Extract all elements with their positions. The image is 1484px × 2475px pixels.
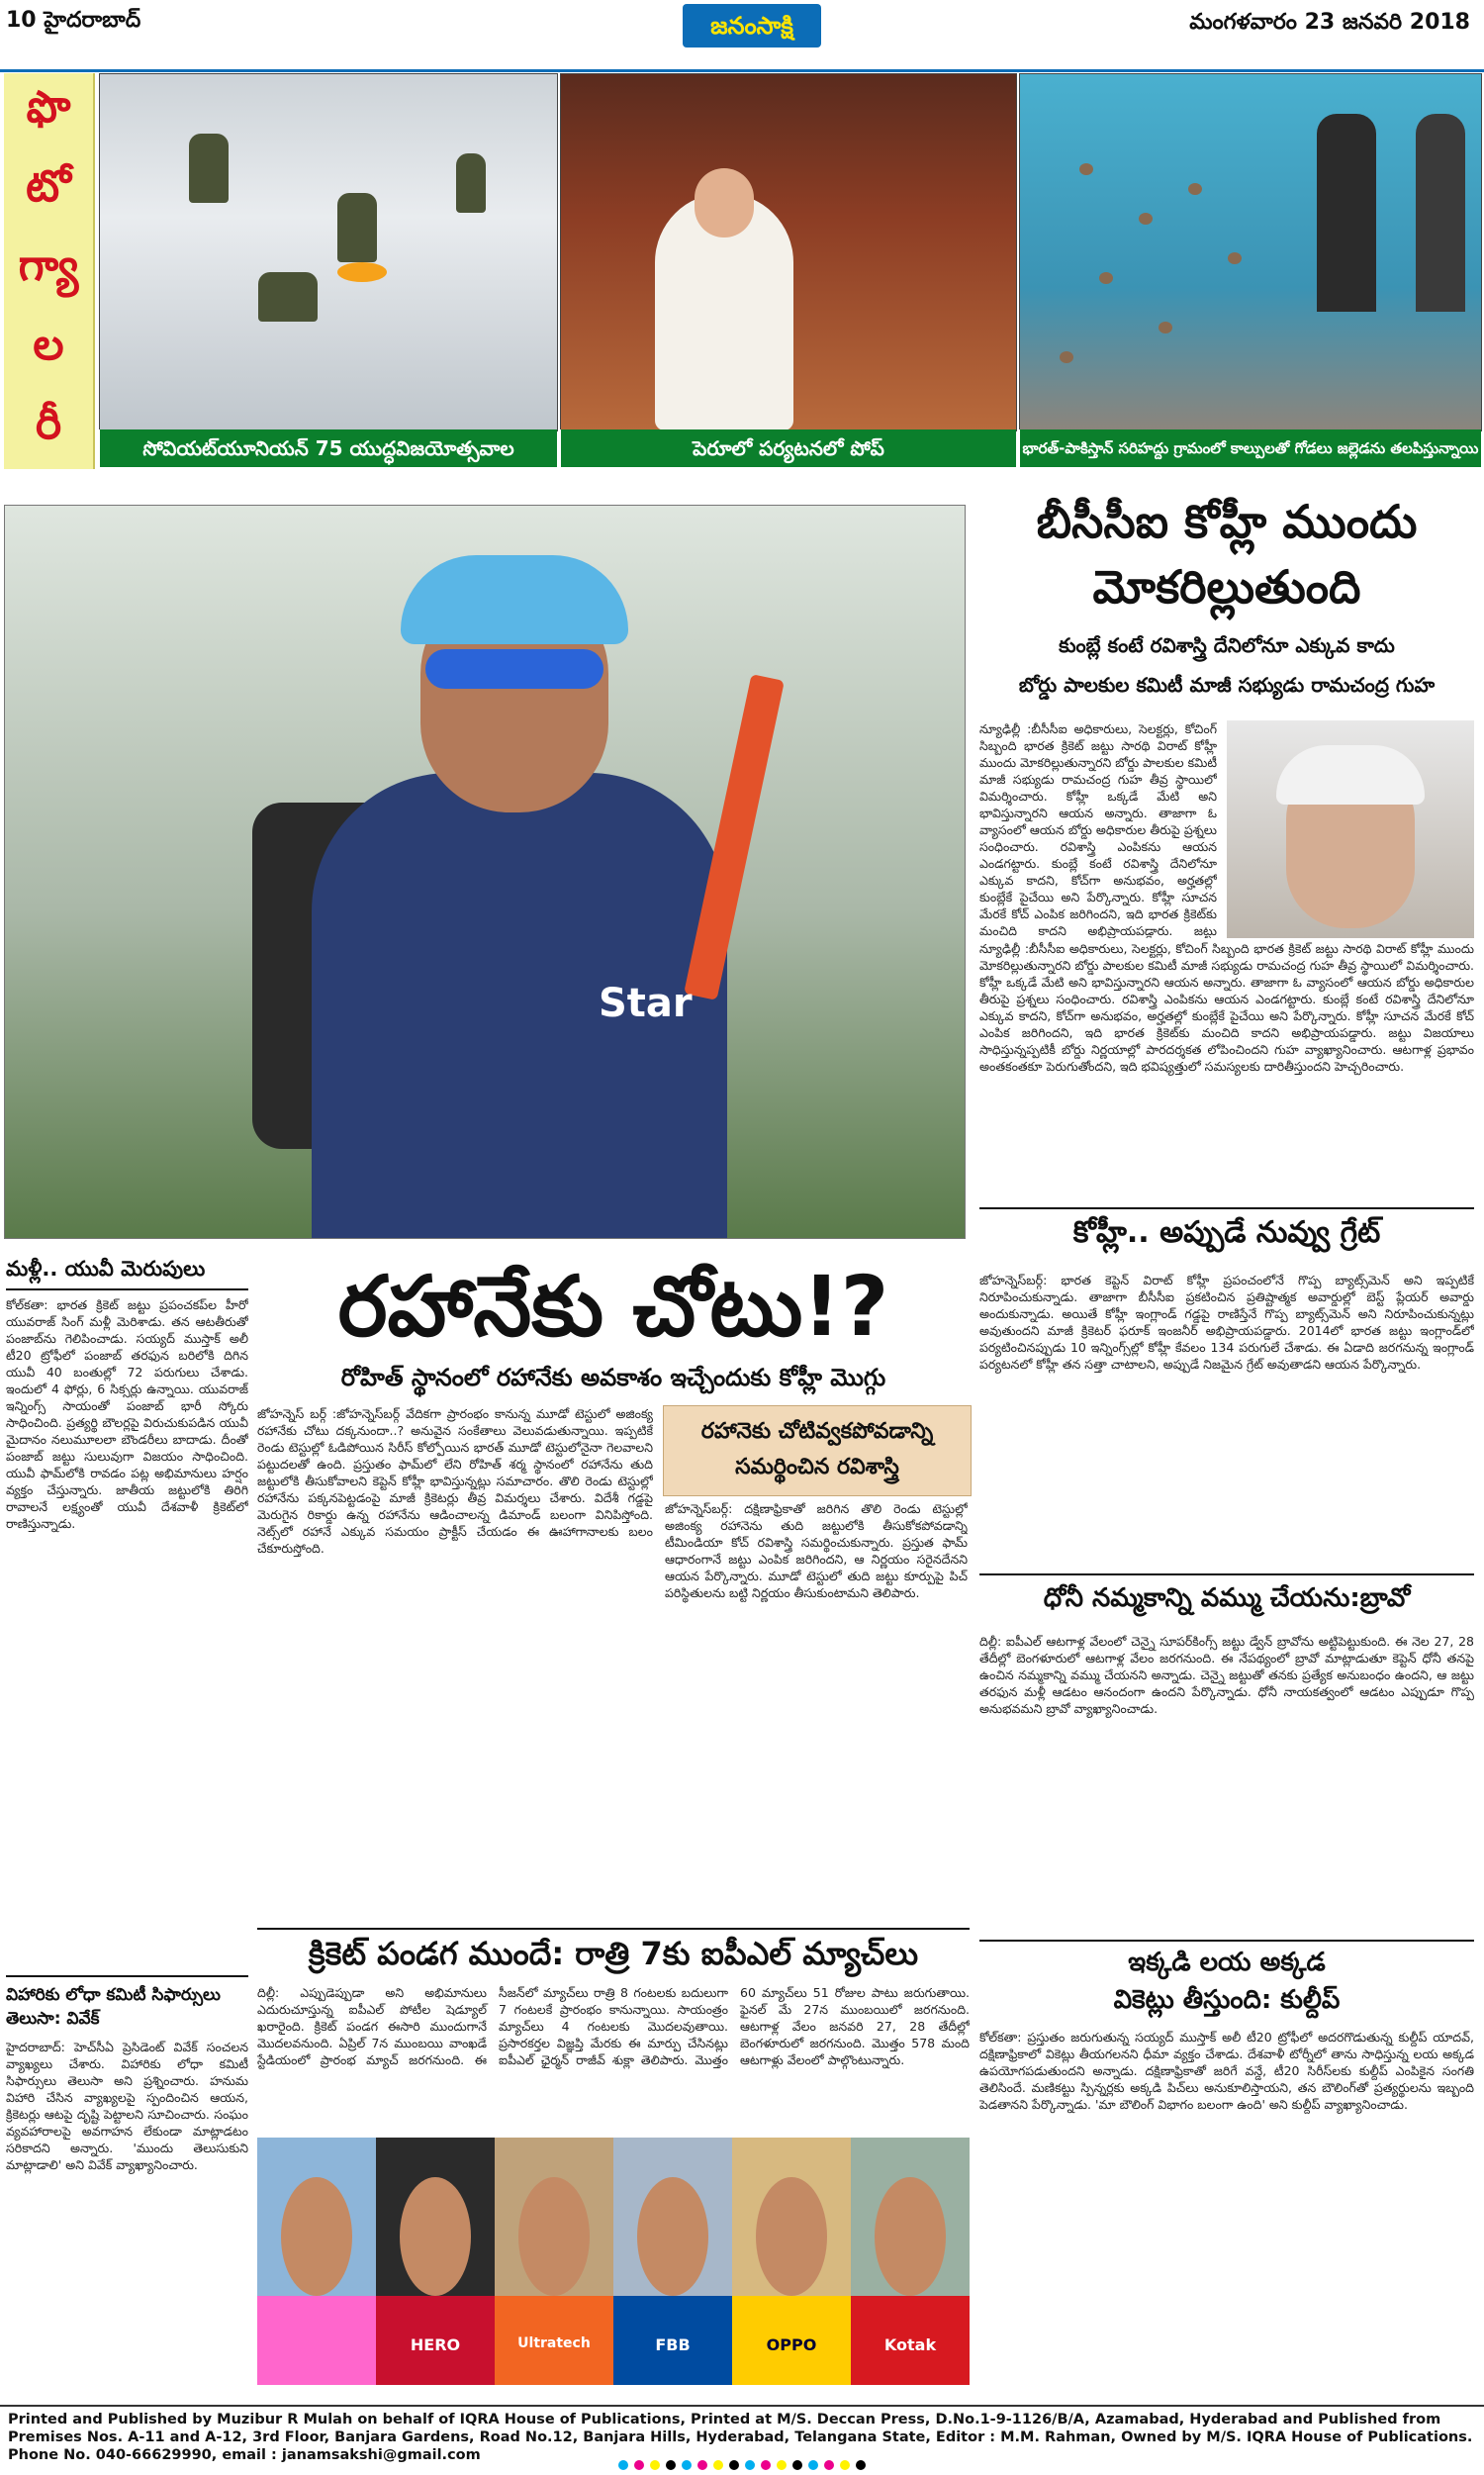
right-story1-body-b: న్యూఢిల్లీ :బీసీసీఐ అధికారులు, సెలక్టర్లు, కోచింగ్ సిబ్బంది భారత క్రికెట్ జట్టు సారథి విరాట్ కోహ్లీ ముందు మోకరిల్లుతున్నారని బోర్డు పాలకుల కమిటీ మాజీ సభ్యుడు రామచంద్ర గుహ తీవ్ర స్థాయిలో విమర్శించారు. కోహ్లీ ఒక్కడే మేటి అని భావిస్తున్నారని ఆయన అన్నారు. తాజాగా ఓ వ్యాసంలో ఆయన బోర్డు అధికారుల తీరుపై ప్రశ్నలు సంధించారు. రవిశాస్త్రి ఎంపికను ఆయన ఎండగట్టారు. కుంబ్లే కంటే రవిశాస్త్రి దేనిలోనూ ఎక్కువ కాదని, కోచ్‌గా అనుభవం, అర్హతల్లో కుంబ్లేకే పైచేయి అని పేర్కొన్నారు. కోహ్లీ సూచన మేరకే కోచ్ ఎంపిక జరిగిందని, ఇది భారత క్రికెట్‌కు మంచిది కాదని అభిప్రాయపడ్డారు. జట్టు విజయాలు సాధిస్తున్నప్పటికీ బోర్డు నిర్ణయాల్లో పారదర్శకత లోపించిందని గుహ వ్యాఖ్యానించారు. ఆటగాళ్ల ప్రభావం అంతకంతకూ పెరుగుతోందని, ఇది భవిష్యత్తులో సమస్యలకు దారితీస్తుందని హెచ్చరించారు. [979, 941, 1474, 1074]
gallery-photo-wall [1019, 73, 1482, 431]
jersey-sponsor-text: Star [599, 981, 693, 1026]
right-story4-body: కోల్‌కతా: ప్రస్తుతం జరుగుతున్న సయ్యద్ ముస్తాక్ అలీ టీ20 ట్రోఫీలో అదరగొడుతున్న కుల్దీప్ యాదవ్, దక్షిణాఫ్రికాలో వికెట్లు తీయగలనని ధీమా వ్యక్తం చేశాడు. దేశవాళీ టోర్నీలో తాను సాధిస్తున్న లయ అక్కడ ఉపయోగపడుతుందని అన్నాడు. దక్షిణాఫ్రికాతో జరిగే వన్డే, టీ20 సిరీస్‌లకు కుల్దీప్ ఎంపికైన సంగతి తెలిసిందే. మణికట్టు స్పిన్నర్లకు అక్కడి పిచ్‌లు అనుకూలిస్తాయని, తన బౌలింగ్‌తో ప్రత్యర్థులను ఇబ్బంది పెడతానని పేర్కొన్నాడు. 'మా బౌలింగ్ విభాగం బలంగా ఉంది' అని కుల్దీప్ వ్యాఖ్యానించాడు. [979, 2030, 1474, 2112]
jersey-text: Ultratech [517, 2335, 591, 2351]
ipl-player-thumb [257, 2138, 378, 2385]
gallery-caption-3: భారత్-పాకిస్తాన్ సరిహద్దు గ్రామంలో కాల్పులతో గోడలు జల్లెడను తలపిస్తున్నాయి [1019, 429, 1481, 467]
main-headline: రహానేకు చోటు!? [337, 1258, 889, 1355]
jersey-text: HERO [410, 2335, 461, 2354]
gallery-label-char: టో [26, 161, 71, 212]
page-number: 10 హైదరాబాద్ [6, 8, 141, 33]
right-story1-title: బీసీసీఐ కోహ్లీ ముందు మోకరిల్లుతుంది [1036, 495, 1418, 614]
left-story2-body: హైదరాబాద్: హెచ్‌సీఏ ప్రెసిడెంట్ వివేక్ సంచలన వ్యాఖ్యలు చేశారు. విహారికు లోధా కమిటీ సిఫార్సులు తెలుసా అని ప్రశ్నించారు. హనుమ విహారి చేసిన వ్యాఖ్యలపై స్పందించిన ఆయన, క్రికెటర్లు ఆటపై దృష్టి పెట్టాలని సూచించారు. సంఘం వ్యవహారాలపై అవగాహన లేకుండా మాట్లాడటం సరికాదని అన్నారు. 'ముందు తెలుసుకుని మాట్లాడాలి' అని వివేక్ వ్యాఖ్యానించారు. [6, 2040, 248, 2172]
right-story1-sub2: బోర్డు పాలకుల కమిటీ మాజీ సభ్యుడు రామచంద్ర గుహ [1018, 673, 1436, 697]
issue-date: మంగళవారం 23 జనవరి 2018 [1189, 10, 1470, 35]
right-story3-body: దిల్లీ: ఐపీఎల్ ఆటగాళ్ల వేలంలో చెన్నై సూపర్‌కింగ్స్ జట్టు డ్వేన్ బ్రావోను అట్టిపెట్టుకుంది. ఈ నెల 27, 28 తేదీల్లో బెంగళూరులో ఆటగాళ్ల వేలం జరగనుంది. ఈ నేపథ్యంలో బ్రావో మాట్లాడుతూ కెప్టెన్ ధోనీ తనపై ఉంచిన నమ్మకాన్ని వమ్ము చేయనని అన్నాడు. చెన్నై జట్టుతో తనకు ప్రత్యేక అనుబంధం ఉందని, ఆ జట్టు తరఫున మళ్లీ ఆడటం ఆనందంగా ఉందని పేర్కొన్నాడు. ధోనీ నాయకత్వంలో ఆడటం ఎప్పుడూ గొప్ప అనుభవమని బ్రావో వ్యాఖ్యానించాడు. [979, 1634, 1474, 1716]
photo-gallery-label [4, 73, 95, 469]
right-story4-title-line1: ఇక్కడి లయ అక్కడ [1128, 1948, 1326, 1977]
right-story3-title: ధోనీ నమ్మకాన్ని వమ్ము చేయను:బ్రావో [1043, 1583, 1411, 1613]
main-story-photo [4, 505, 966, 1239]
shastri-box-title-panel [663, 1405, 972, 1496]
gallery-label-char: రీ [35, 399, 62, 449]
right-story4-title-line2: వికెట్లు తీస్తుంది: కుల్దీప్ [1113, 1985, 1341, 2015]
jersey-text: Kotak [883, 2335, 937, 2354]
shastri-box-body: జోహన్నెస్‌బర్గ్: దక్షిణాఫ్రికాతో జరిగిన తొలి రెండు టెస్టుల్లో అజింక్య రహానెను తుది జట్టులోకి తీసుకోకపోవడాన్ని టీమిండియా కోచ్ రవిశాస్త్రి సమర్థించుకున్నారు. ప్రస్తుత ఫామ్ ఆధారంగానే జట్టు ఎంపిక జరిగిందని, ఆ నిర్ణయం సరైనదేనని ఆయన పేర్కొన్నారు. మూడో టెస్టులో తుది జట్టు కూర్పుపై పిచ్ పరిస్థితులను బట్టి నిర్ణయం తీసుకుంటామని తెలిపారు. [665, 1501, 968, 1600]
ramachandra-guha-photo [1227, 720, 1474, 938]
gallery-caption-2: పెరూలో పర్యటనలో పోప్ [560, 429, 1016, 467]
ipl-player-thumb [732, 2138, 853, 2385]
gallery-label-char: గ్యా [18, 240, 79, 291]
gallery-caption-1: సోవియట్‌యూనియన్ 75 యుద్ధవిజయోత్సవాల విన్యాసాలు [99, 429, 557, 467]
left-story2-title: విహారికు లోధా కమిటీ సిఫార్సులు తెలుసా: వివేక్ [6, 1985, 221, 2029]
ipl-player-thumb [376, 2138, 497, 2385]
right-story1-sub1: కుంబ్లే కంటే రవిశాస్త్రి దేనిలోనూ ఎక్కువ కాదు [1059, 633, 1395, 657]
gallery-photo-soldiers [99, 73, 558, 431]
main-subhead: రోహిత్ స్థానంలో రహానేకు అవకాశం ఇచ్చేందుకు కోహ్లీ మొగ్గు [340, 1364, 886, 1391]
newspaper-logo: జనంసాక్షి [683, 4, 821, 48]
left-story1-body: కోల్‌కతా: భారత క్రికెట్ జట్టు ప్రపంచకప్‌ల హీరో యువరాజ్ సింగ్ మళ్లీ మెరిశాడు. తన ఆటతీరుతో పంజాబ్‌ను గెలిపించాడు. సయ్యద్ ముస్తాక్ అలీ టీ20 ట్రోఫీలో పంజాబ్ తరఫున బరిలోకి దిగిన యువీ 40 బంతుల్లో 72 పరుగులు చేశాడు. ఇందులో 4 ఫోర్లు, 6 సిక్సర్లు ఉన్నాయి. యువరాజ్ ఇన్నింగ్స్ సాయంతో పంజాబ్ భారీ స్కోరు సాధించింది. ప్రత్యర్థి బౌలర్లపై విరుచుకుపడిన యువీ మైదానం నలుమూలలా బౌండరీలు బాదాడు. దీంతో పంజాబ్ జట్టు సులువుగా విజయం సాధించింది. యువీ ఫామ్‌లోకి రావడం పట్ల అభిమానులు హర్షం వ్యక్తం చేస్తున్నారు. జాతీయ జట్టులోకి తిరిగి రావాలనే లక్ష్యంతో యువీ దేశవాళీ క్రికెట్‌లో రాణిస్తున్నాడు. [6, 1297, 248, 1531]
right-story2-title: కోహ్లీ.. అప్పుడే నువ్వు గ్రేట్ [1072, 1215, 1381, 1250]
registration-marks [0, 2458, 1484, 2472]
left-story1-title: మళ్లీ.. యువీ మెరుపులు [6, 1257, 206, 1281]
ipl-body: దిల్లీ: ఎప్పుడెప్పుడా అని అభిమానులు ఎదురుచూస్తున్న ఐపీఎల్ పోటీల షెడ్యూల్ ఖరారైంది. క్రికెట్ పండగ ఈసారి ముందుగానే మొదలవనుంది. ఏప్రిల్ 7న ముంబయి వాంఖడే స్టేడియంలో ప్రారంభ మ్యాచ్ జరగనుంది. ఈ సీజన్‌లో మ్యాచ్‌లు రాత్రి 8 గంటలకు బదులుగా 7 గంటలకే ప్రారంభం కానున్నాయి. సాయంత్రం మ్యాచ్‌లు 4 గంటలకు మొదలవుతాయి. ప్రసారకర్తల విజ్ఞప్తి మేరకు ఈ మార్పు చేసినట్లు ఐపీఎల్ ఛైర్మన్ రాజీవ్ శుక్లా తెలిపారు. మొత్తం 60 మ్యాచ్‌లు 51 రోజుల పాటు జరుగుతాయి. ఫైనల్ మే 27న ముంబయిలో జరగనుంది. ఆటగాళ్ల వేలం జనవరి 27, 28 తేదీల్లో బెంగళూరులో జరగనుంది. మొత్తం 578 మంది ఆటగాళ్లు వేలంలో పాల్గొంటున్నారు. [257, 1985, 970, 2067]
ipl-player-thumb [613, 2138, 734, 2385]
masthead [0, 0, 1484, 72]
ipl-player-thumb [851, 2138, 972, 2385]
imprint-footer: Printed and Published by Muzibur R Mulah on behalf of IQRA House of Publications, Printed at M/S. Deccan Press, D.No.1-9-1126/B/A, Azamabad, Hyderabad and Published from Premises Nos. A-11 and A-12, 3rd Floor, Banjara Gardens, Road No.12, Banjara Hills, Hyderabad, Telangana State, Editor : M.M. Rahman, Owned by M/S. IQRA House of Publications. Phone No. 040-66629990, email : janamsakshi@gmail.com [0, 2405, 1484, 2456]
jersey-text: OPPO [766, 2335, 817, 2354]
main-story-body: జోహన్నెస్ బర్గ్ :జోహన్నెస్‌బర్గ్ వేదికగా ప్రారంభం కానున్న మూడో టెస్టులో అజింక్య రహానేకు చోటు దక్కనుందా..? అనువైన సంకేతాలు వెలువడుతున్నాయి. ఇప్పటికే రెండు టెస్టుల్లో ఓడిపోయిన సిరీస్ కోల్పోయిన భారత్ మూడో టెస్టులోనైనా గెలవాలని పట్టుదలతో ఉంది. ప్రస్తుతం ఫామ్‌లో లేని రోహిత్ శర్మ స్థానంలో రహానేను తుది జట్టులోకి తీసుకోవాలని కెప్టెన్ కోహ్లీ భావిస్తున్నట్లు సమాచారం. తొలి రెండు టెస్టుల్లో రహానేను పక్కనపెట్టడంపై మాజీ క్రికెటర్లు తీవ్ర విమర్శలు చేశారు. విదేశీ గడ్డపై మెరుగైన రికార్డు ఉన్న రహానేను ఆడించాలన్న డిమాండ్ బలంగా వినిపిస్తోంది. నెట్స్‌లో రహానే ఎక్కువ సమయం ప్రాక్టీస్ చేయడం ఈ ఊహాగానాలకు బలం చేకూరుస్తోంది. [257, 1406, 653, 1556]
right-story2-body: జోహన్నెస్‌బర్గ్: భారత కెప్టెన్ విరాట్ కోహ్లీ ప్రపంచంలోనే గొప్ప బ్యాట్స్‌మెన్ అని ఇప్పటికే నిరూపించుకున్నాడు. తాజాగా బీసీసీఐ ప్రకటించిన ప్రతిష్టాత్మక అవార్డుల్లో బెస్ట్ ప్లేయర్ అవార్డు అందుకున్నాడు. అయితే కోహ్లీ ఇంగ్లాండ్ గడ్డపై రాణిస్తేనే గొప్ప బ్యాట్స్‌మెన్ అని నిరూపించుకున్నట్లు అవుతుందని మాజీ క్రికెటర్ ఫరూక్ ఇంజనీర్ అభిప్రాయపడ్డారు. 2014లో భారత జట్టు ఇంగ్లాండ్‌లో పర్యటించినప్పుడు 10 ఇన్నింగ్స్‌ల్లో కోహ్లీ కేవలం 134 పరుగులే చేశాడు. ఈ ఏడాది జరగనున్న ఇంగ్లాండ్ పర్యటనలో కోహ్లీ తన సత్తా చాటాలని, అప్పుడే నిజమైన గ్రేట్ అవుతాడని ఆయన పేర్కొన్నారు. [979, 1273, 1474, 1372]
ipl-headline: క్రికెట్ పండగ ముందే: రాత్రి 7కు ఐపీఎల్ మ్యాచ్‌లు [308, 1935, 919, 1972]
ipl-player-thumb [495, 2138, 615, 2385]
jersey-text: FBB [655, 2335, 691, 2354]
gallery-label-char: ఫొ [26, 82, 71, 133]
gallery-photo-pope [560, 73, 1017, 431]
shastri-box-title: రహానెకు చోటివ్వకపోవడాన్ని సమర్థించిన రవిశాస్త్రి [700, 1419, 934, 1479]
gallery-label-char: ల [33, 320, 64, 370]
right-story1-body-a: న్యూఢిల్లీ :బీసీసీఐ అధికారులు, సెలక్టర్లు, కోచింగ్ సిబ్బంది భారత క్రికెట్ జట్టు సారథి విరాట్ కోహ్లీ ముందు మోకరిల్లుతున్నారని బోర్డు పాలకుల కమిటీ మాజీ సభ్యుడు రామచంద్ర గుహ తీవ్ర స్థాయిలో విమర్శించారు. కోహ్లీ ఒక్కడే మేటి అని భావిస్తున్నారని ఆయన అన్నారు. తాజాగా ఓ వ్యాసంలో ఆయన బోర్డు అధికారుల తీరుపై ప్రశ్నలు సంధించారు. రవిశాస్త్రి ఎంపికను ఆయన ఎండగట్టారు. కుంబ్లే కంటే రవిశాస్త్రి దేనిలోనూ ఎక్కువ కాదని, కోచ్‌గా అనుభవం, అర్హతల్లో కుంబ్లేకే పైచేయి అని పేర్కొన్నారు. కోహ్లీ సూచన మేరకే కోచ్ ఎంపిక జరిగిందని, ఇది భారత క్రికెట్‌కు మంచిది కాదని అభిప్రాయపడ్డారు. జట్టు [979, 721, 1217, 938]
